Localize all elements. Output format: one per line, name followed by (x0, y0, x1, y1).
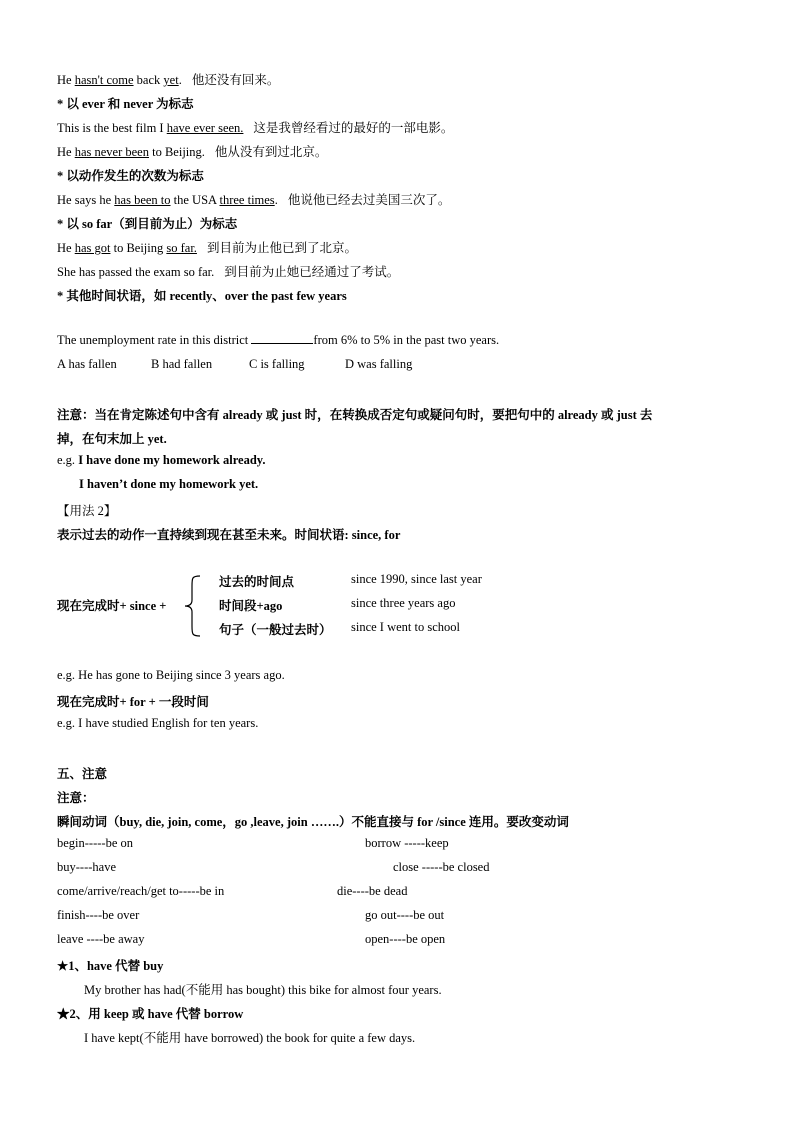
rule-line: 瞬间动词（buy, die, join, come，go ,leave, join …….）不能直接与 for /since 连用。要改变动词 (57, 815, 569, 829)
eg-prefix: e.g. (57, 453, 79, 467)
option-b: B had fallen (151, 357, 213, 371)
since-label: 句子（一般过去时） (219, 623, 332, 637)
example-line (57, 70, 279, 88)
translation: 到目前为止她已经通过了考试。 (224, 265, 400, 279)
verb-pair: die----be dead (337, 884, 408, 898)
example-line (57, 118, 453, 136)
brace-icon (182, 574, 202, 638)
usage-heading: 【用法 2】 (57, 504, 117, 518)
exercise-question (57, 333, 499, 348)
example-line (57, 190, 450, 208)
section-heading: * 其他时间状语，如 recently、over the past few years (57, 289, 347, 303)
option-c: C is falling (249, 357, 305, 371)
verb-pair: close -----be closed (393, 860, 490, 874)
attention-label: 注意： (57, 791, 95, 805)
underlined-text: so far. (166, 241, 197, 255)
example-line: I have kept(不能用 have borrowed) the book for quite a few days. (84, 1031, 416, 1045)
option-d: D was falling (345, 357, 413, 371)
underlined-text: hasn't come (74, 73, 134, 87)
section-heading: * 以 ever 和 never 为标志 (57, 97, 194, 111)
translation: 他从没有到过北京。 (214, 145, 328, 159)
star-heading: ★1、have 代替 buy (57, 959, 164, 973)
underlined-text: has got (74, 241, 111, 255)
translation: 他还没有回来。 (191, 73, 280, 87)
text: This is the best film I (57, 121, 167, 135)
underlined-text: have ever seen. (166, 121, 244, 135)
underlined-text: has never been (74, 145, 149, 159)
example-line (57, 262, 399, 280)
text: . (274, 193, 278, 207)
text: He (57, 241, 75, 255)
translation: 到目前为止他已到了北京。 (206, 241, 357, 255)
translation: 他说他已经去过美国三次了。 (287, 193, 451, 207)
option-a: A has fallen (57, 357, 117, 371)
example-line (57, 453, 265, 468)
text: He says he (57, 193, 115, 207)
section-heading: * 以 so far（到目前为止）为标志 (57, 217, 238, 231)
text: She has passed the exam so far. (57, 265, 215, 279)
since-formula: 现在完成时+ since + (57, 599, 167, 613)
section-heading: * 以动作发生的次数为标志 (57, 169, 204, 183)
note-line: 注意：当在肯定陈述句中含有 already 或 just 时，在转换成否定句或疑问句时，要把句中的 already 或 just 去 (57, 408, 653, 422)
underlined-text: three times (219, 193, 275, 207)
text: . (178, 73, 182, 87)
since-example: since I went to school (351, 620, 461, 634)
verb-pair: begin-----be on (57, 836, 134, 850)
text: I have done my homework already. (78, 453, 266, 467)
note-line: 掉，在句末加上 yet. (57, 432, 167, 446)
text: to Beijing. (148, 145, 205, 159)
verb-pair: open----be open (365, 932, 446, 946)
example-line (57, 238, 357, 256)
since-example: since three years ago (351, 596, 456, 610)
verb-pair: finish----be over (57, 908, 140, 922)
since-label: 过去的时间点 (219, 575, 295, 589)
for-formula: 现在完成时+ for + 一段时间 (57, 695, 209, 709)
text: to Beijing (110, 241, 167, 255)
text: He (57, 73, 75, 87)
example-line: e.g. He has gone to Beijing since 3 years ago. (57, 668, 285, 682)
verb-pair: go out----be out (365, 908, 445, 922)
verb-pair: come/arrive/reach/get to-----be in (57, 884, 225, 898)
example-line (57, 142, 327, 160)
text: back (133, 73, 164, 87)
text: the USA (170, 193, 220, 207)
translation: 这是我曾经看过的最好的一部电影。 (253, 121, 454, 135)
example-line: I haven’t done my homework yet. (79, 477, 259, 491)
verb-pair: leave ----be away (57, 932, 145, 946)
underlined-text: yet (163, 73, 179, 87)
since-example: since 1990, since last year (351, 572, 482, 586)
verb-pair: borrow -----keep (365, 836, 449, 850)
usage-description: 表示过去的动作一直持续到现在甚至未来。时间状语: since, for (57, 528, 401, 542)
since-label: 时间段+ago (219, 599, 283, 613)
text: from 6% to 5% in the past two years. (313, 333, 500, 347)
star-heading: ★2、用 keep 或 have 代替 borrow (57, 1007, 244, 1021)
example-line: My brother has had(不能用 has bought) this bike for almost four years. (84, 983, 442, 997)
text: The unemployment rate in this district (57, 333, 252, 347)
text: He (57, 145, 75, 159)
underlined-text: has been to (114, 193, 171, 207)
verb-pair: buy----have (57, 860, 116, 874)
answer-blank (251, 333, 313, 344)
example-line: e.g. I have studied English for ten years. (57, 716, 259, 730)
section-title: 五、注意 (57, 767, 108, 781)
